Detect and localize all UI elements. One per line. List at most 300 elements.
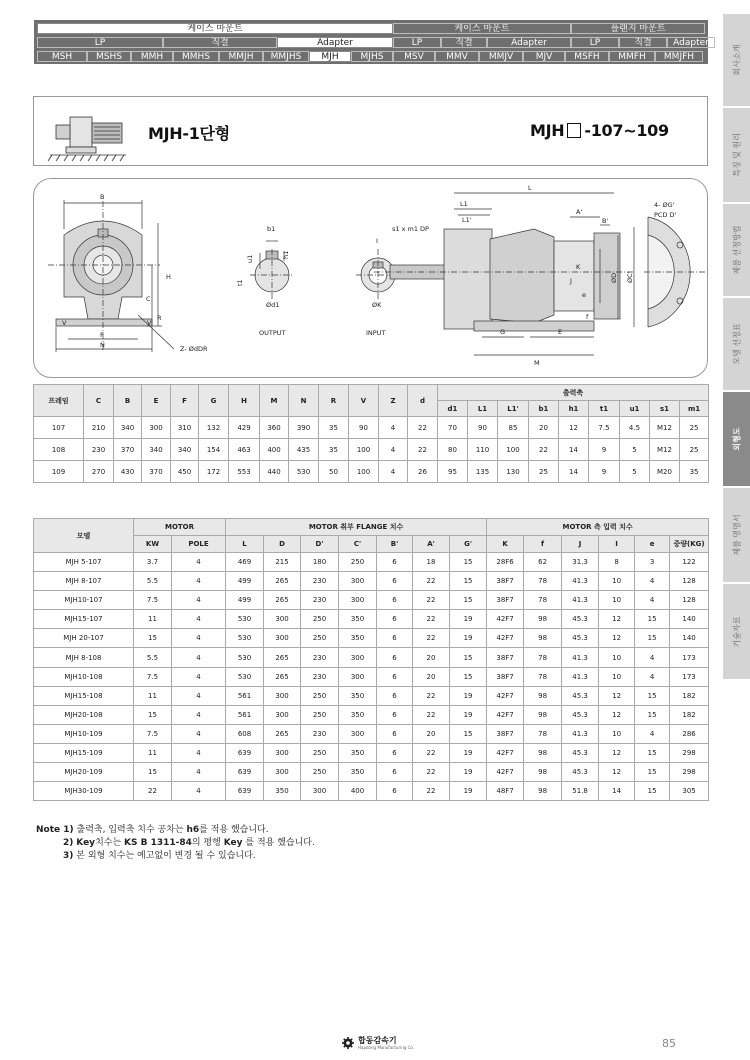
nav-row1-item-1[interactable]: 케이스 마운트	[393, 23, 571, 34]
table-cell: 11	[134, 743, 172, 762]
output-col-7: s1	[650, 401, 680, 417]
sidebar-tab-6[interactable]	[723, 584, 750, 680]
table-cell: 265	[264, 572, 301, 591]
table-cell: 7.5	[134, 724, 172, 743]
table-cell: 20	[413, 648, 450, 667]
motor-dimensions-table	[33, 518, 709, 801]
table-cell: 4	[379, 439, 408, 461]
table-cell: 230	[301, 648, 339, 667]
table-cell: 26	[408, 461, 438, 483]
table-cell: 286	[670, 724, 709, 743]
nav-row3-item-3[interactable]: MMHS	[173, 51, 219, 62]
table-cell: 15	[134, 629, 172, 648]
sidebar-tab-label: 모델 선정표	[732, 323, 741, 365]
nav-row3-item-7[interactable]: MJHS	[351, 51, 393, 62]
nav-row2-item-6[interactable]: LP	[571, 37, 619, 48]
table-cell: 530	[226, 610, 264, 629]
table-cell: 41.3	[562, 591, 599, 610]
table-cell: 98	[524, 629, 562, 648]
table-cell: 45.3	[562, 686, 599, 705]
table-cell: 38F7	[487, 572, 524, 591]
table-cell: 10	[599, 572, 635, 591]
dim-D: ØD	[610, 272, 618, 283]
nav-row1-item-2[interactable]: 플랜지 마운트	[571, 23, 705, 34]
table-cell: 78	[524, 591, 562, 610]
nav-row3-item-2[interactable]: MMH	[131, 51, 173, 62]
table-row	[34, 629, 709, 648]
table-cell: 4	[635, 648, 670, 667]
table-cell: 4	[172, 591, 226, 610]
table-cell: 22	[413, 743, 450, 762]
frame-col-3: E	[142, 385, 171, 417]
table-cell: 6	[377, 743, 413, 762]
table-cell: 6	[377, 629, 413, 648]
table-cell: 350	[264, 782, 301, 801]
table-cell: 4	[172, 705, 226, 724]
dim-s1m1: s1 x m1 DP	[392, 225, 429, 233]
table-cell: 22	[529, 439, 559, 461]
nav-row3-item-9[interactable]: MMV	[435, 51, 479, 62]
table-cell: 499	[226, 591, 264, 610]
sidebar-tab-4[interactable]	[723, 392, 750, 487]
note-1: Note 1) 출력축, 입력축 치수 공차는 h6를 적용 했습니다.	[36, 825, 269, 835]
table-cell: 429	[229, 417, 260, 439]
table-cell: 22	[408, 417, 438, 439]
table-cell: 15	[450, 667, 487, 686]
motor-col-8: G'	[450, 536, 487, 553]
reducer-thumbnail-icon	[44, 99, 134, 167]
table-row	[34, 572, 709, 591]
nav-row3-item-10[interactable]: MMJV	[479, 51, 523, 62]
motor-col-3: D	[264, 536, 301, 553]
table-cell: 350	[339, 743, 377, 762]
table-cell: 350	[339, 686, 377, 705]
nav-row1-item-0[interactable]: 케이스 마운트	[37, 23, 393, 34]
table-cell: 340	[114, 417, 142, 439]
col-model: 모델	[34, 519, 134, 553]
table-cell: 230	[301, 591, 339, 610]
table-cell: 300	[264, 763, 301, 782]
table-cell: 9	[589, 439, 620, 461]
table-cell: 8	[599, 553, 635, 572]
table-cell: 10	[599, 591, 635, 610]
motor-col-10: f	[524, 536, 562, 553]
table-cell: MJH15-109	[34, 743, 134, 762]
table-cell: 6	[377, 686, 413, 705]
table-cell: 18	[413, 553, 450, 572]
table-row	[34, 591, 709, 610]
table-cell: 19	[450, 686, 487, 705]
table-cell: 100	[349, 439, 379, 461]
outline-drawing-box	[33, 178, 708, 378]
nav-row2-item-5[interactable]: Adapter	[487, 37, 571, 48]
dim-u1: u1	[246, 254, 254, 263]
table-cell: 132	[199, 417, 229, 439]
table-cell: 440	[260, 461, 289, 483]
col-input: MOTOR 측 입력 치수	[487, 519, 709, 536]
table-cell: 210	[84, 417, 114, 439]
nav-row3-item-4[interactable]: MMJH	[219, 51, 263, 62]
table-cell: 25	[529, 461, 559, 483]
dim-d1: Ød1	[266, 301, 280, 309]
table-cell: 15	[635, 629, 670, 648]
table-cell: 22	[413, 591, 450, 610]
table-cell: 463	[229, 439, 260, 461]
table-cell: 42F7	[487, 610, 524, 629]
series-nav	[34, 20, 708, 64]
table-row	[34, 743, 709, 762]
table-cell: 265	[264, 667, 301, 686]
table-cell: 42F7	[487, 629, 524, 648]
table-cell: 250	[301, 743, 339, 762]
front-view	[48, 200, 174, 352]
frame-col-1: C	[84, 385, 114, 417]
nav-row3-item-0[interactable]: MSH	[37, 51, 87, 62]
table-cell: 15	[134, 705, 172, 724]
table-cell: 41.3	[562, 648, 599, 667]
company-logo	[342, 1036, 414, 1050]
table-cell: 298	[670, 763, 709, 782]
nav-row2-item-0[interactable]: LP	[37, 37, 163, 48]
dim-V-right: V	[147, 319, 152, 327]
nav-row-model	[37, 51, 703, 62]
table-cell: 6	[377, 705, 413, 724]
table-cell: 499	[226, 572, 264, 591]
motor-col-7: A'	[413, 536, 450, 553]
dim-b1: b1	[267, 225, 276, 233]
table-cell: 140	[670, 610, 709, 629]
table-cell: 469	[226, 553, 264, 572]
table-cell: 14	[599, 782, 635, 801]
frame-col-5: G	[199, 385, 229, 417]
table-cell: 3.7	[134, 553, 172, 572]
table-cell: 173	[670, 648, 709, 667]
dim-Bp: B'	[602, 217, 609, 225]
table-cell: 4	[172, 553, 226, 572]
table-cell: 45.3	[562, 629, 599, 648]
output-col-1: L1	[468, 401, 498, 417]
motor-col-5: C'	[339, 536, 377, 553]
table-cell: 300	[142, 417, 171, 439]
table-cell: 14	[559, 439, 589, 461]
table-cell: MJH15-108	[34, 686, 134, 705]
motor-col-12: I	[599, 536, 635, 553]
table-cell: 107	[34, 417, 84, 439]
output-col-6: u1	[620, 401, 650, 417]
sidebar-tab-0[interactable]	[723, 14, 750, 107]
output-shaft-header: 출력축	[438, 385, 709, 401]
table-cell: 31.3	[562, 553, 599, 572]
table-cell: 42F7	[487, 705, 524, 724]
table-row	[34, 763, 709, 782]
outline-drawing	[34, 179, 707, 377]
table-cell: MJH10-109	[34, 724, 134, 743]
col-flange: MOTOR 취부 FLANGE 치수	[226, 519, 487, 536]
table-cell: 41.3	[562, 572, 599, 591]
table-cell: 230	[84, 439, 114, 461]
table-cell: 62	[524, 553, 562, 572]
frame-table-header	[34, 385, 709, 401]
frame-col-6: H	[229, 385, 260, 417]
table-cell: 4	[172, 610, 226, 629]
nav-row3-item-6[interactable]: MJH	[309, 51, 351, 62]
dim-Gp: 4- ØG'	[654, 201, 675, 209]
nav-row3-item-11[interactable]: MJV	[523, 51, 565, 62]
dim-I: I	[376, 237, 378, 245]
table-cell: 19	[450, 743, 487, 762]
nav-row3-item-1[interactable]: MSHS	[87, 51, 131, 62]
table-cell: 265	[264, 648, 301, 667]
dim-V-left: V	[62, 319, 67, 327]
table-cell: 48F7	[487, 782, 524, 801]
table-cell: 10	[599, 724, 635, 743]
table-cell: 300	[339, 724, 377, 743]
table-cell: 561	[226, 705, 264, 724]
table-cell: 15	[450, 724, 487, 743]
table-cell: 50	[319, 461, 349, 483]
table-cell: 4	[635, 591, 670, 610]
company-name: 합동감속기	[358, 1036, 397, 1045]
table-cell: 7.5	[589, 417, 620, 439]
table-cell: 639	[226, 763, 264, 782]
table-cell: 215	[264, 553, 301, 572]
output-col-8: m1	[680, 401, 709, 417]
table-cell: 35	[680, 461, 709, 483]
dim-K: ØK	[372, 301, 382, 309]
table-cell: 15	[134, 763, 172, 782]
frame-col-4: F	[171, 385, 199, 417]
table-cell: M12	[650, 439, 680, 461]
table-cell: 450	[171, 461, 199, 483]
motor-col-9: K	[487, 536, 524, 553]
table-cell: 250	[339, 553, 377, 572]
frame-col-2: B	[114, 385, 142, 417]
table-cell: 4	[172, 724, 226, 743]
input-label: INPUT	[366, 329, 386, 337]
table-cell: MJH20-109	[34, 763, 134, 782]
table-row	[34, 610, 709, 629]
table-cell: 20	[413, 667, 450, 686]
table-cell: 300	[339, 572, 377, 591]
table-cell: 300	[339, 648, 377, 667]
nav-row-mount	[37, 23, 705, 34]
table-cell: 608	[226, 724, 264, 743]
frame-dimensions-table	[33, 384, 709, 483]
table-cell: 5	[620, 461, 650, 483]
table-cell: 300	[264, 610, 301, 629]
table-cell: 15	[635, 763, 670, 782]
col-motor: MOTOR	[134, 519, 226, 536]
table-row	[34, 417, 709, 439]
frame-col-7: M	[260, 385, 289, 417]
nav-row3-item-12[interactable]: MSFH	[565, 51, 609, 62]
table-row	[34, 686, 709, 705]
table-cell: 7.5	[134, 591, 172, 610]
table-cell: 172	[199, 461, 229, 483]
table-cell: 42F7	[487, 763, 524, 782]
table-cell: 22	[413, 629, 450, 648]
table-cell: 4.5	[620, 417, 650, 439]
table-cell: 41.3	[562, 724, 599, 743]
table-cell: 98	[524, 743, 562, 762]
table-cell: MJH 20-107	[34, 629, 134, 648]
table-cell: 4	[172, 572, 226, 591]
table-cell: MJH15-107	[34, 610, 134, 629]
table-cell: 98	[524, 763, 562, 782]
table-cell: 78	[524, 648, 562, 667]
table-cell: 35	[319, 417, 349, 439]
table-cell: 80	[438, 439, 468, 461]
motor-col-14: 중량(KG)	[670, 536, 709, 553]
table-cell: 173	[670, 667, 709, 686]
nav-row2-item-7[interactable]: 직결	[619, 37, 667, 48]
table-cell: 78	[524, 667, 562, 686]
table-cell: 350	[339, 629, 377, 648]
model-code-suffix: -107~109	[584, 121, 669, 140]
table-cell: 22	[413, 763, 450, 782]
table-cell: 110	[468, 439, 498, 461]
table-cell: 11	[134, 610, 172, 629]
table-cell: 340	[171, 439, 199, 461]
dim-e: e	[582, 291, 586, 299]
sidebar-tab-label: 회사소개	[732, 44, 741, 76]
table-cell: 3	[635, 553, 670, 572]
table-cell: M12	[650, 417, 680, 439]
table-cell: 128	[670, 591, 709, 610]
table-cell: 15	[450, 572, 487, 591]
dim-C: C	[146, 295, 151, 303]
frame-col-8: N	[289, 385, 319, 417]
sidebar-tab-2[interactable]	[723, 204, 750, 297]
table-cell: 6	[377, 648, 413, 667]
table-cell: 300	[264, 629, 301, 648]
table-cell: 553	[229, 461, 260, 483]
motor-col-2: L	[226, 536, 264, 553]
table-cell: 22	[413, 572, 450, 591]
dim-J: J	[570, 277, 572, 285]
table-cell: 98	[524, 686, 562, 705]
table-cell: MJH30-109	[34, 782, 134, 801]
table-cell: 12	[599, 686, 635, 705]
table-cell: 95	[438, 461, 468, 483]
nav-row3-item-8[interactable]: MSV	[393, 51, 435, 62]
table-cell: 19	[450, 629, 487, 648]
sidebar-tab-5[interactable]	[723, 488, 750, 583]
nav-row3-item-5[interactable]: MMJHS	[263, 51, 309, 62]
sidebar-tab-label: 제품 명명서	[732, 514, 741, 556]
table-cell: 530	[289, 461, 319, 483]
table-cell: 639	[226, 743, 264, 762]
nav-row2-item-1[interactable]: 직결	[163, 37, 277, 48]
table-cell: 98	[524, 610, 562, 629]
motor-col-1: POLE	[172, 536, 226, 553]
output-col-4: h1	[559, 401, 589, 417]
table-cell: 12	[599, 610, 635, 629]
table-cell: 7.5	[134, 667, 172, 686]
nav-row2-item-8[interactable]: Adapter	[667, 37, 715, 48]
table-cell: 300	[264, 743, 301, 762]
table-cell: 20	[413, 724, 450, 743]
table-row	[34, 648, 709, 667]
gear-logo-icon	[342, 1037, 354, 1049]
nav-row3-item-14[interactable]: MMJFH	[655, 51, 703, 62]
frame-col-11: Z	[379, 385, 408, 417]
table-cell: 530	[226, 629, 264, 648]
sidebar-tab-3[interactable]	[723, 298, 750, 391]
sidebar-tab-1[interactable]	[723, 108, 750, 203]
page-title: MJH-1단형	[148, 124, 230, 143]
output-col-5: t1	[589, 401, 620, 417]
table-cell: 300	[339, 591, 377, 610]
sidebar-tab-label: 특징 및 원리	[732, 133, 741, 177]
table-cell: 5.5	[134, 572, 172, 591]
nav-row3-item-13[interactable]: MMFH	[609, 51, 655, 62]
table-cell: 4	[172, 667, 226, 686]
table-cell: 230	[301, 667, 339, 686]
table-cell: 4	[172, 648, 226, 667]
table-cell: 182	[670, 686, 709, 705]
dim-G: G	[500, 328, 506, 336]
table-cell: 85	[498, 417, 529, 439]
note-3: 3) 본 외형 치수는 예고없이 변경 될 수 있습니다.	[63, 851, 256, 861]
nav-row2-item-4[interactable]: 직결	[441, 37, 487, 48]
sidebar-tab-label: 외형도	[732, 427, 741, 451]
table-cell: 100	[498, 439, 529, 461]
table-cell: 340	[142, 439, 171, 461]
dim-H: H	[166, 273, 171, 281]
table-cell: 22	[413, 610, 450, 629]
table-cell: 108	[34, 439, 84, 461]
dim-N: N	[100, 341, 105, 349]
table-cell: 12	[599, 763, 635, 782]
motor-col-0: KW	[134, 536, 172, 553]
table-cell: 12	[599, 629, 635, 648]
notes	[36, 824, 315, 863]
table-cell: 4	[635, 667, 670, 686]
table-cell: 4	[379, 417, 408, 439]
table-cell: 22	[413, 782, 450, 801]
table-cell: 130	[498, 461, 529, 483]
table-cell: 15	[450, 553, 487, 572]
table-cell: M20	[650, 461, 680, 483]
table-cell: 390	[289, 417, 319, 439]
nav-row2-item-3[interactable]: LP	[393, 37, 441, 48]
table-cell: 430	[114, 461, 142, 483]
table-cell: 182	[670, 705, 709, 724]
table-cell: 350	[339, 610, 377, 629]
table-row	[34, 553, 709, 572]
table-cell: 265	[264, 724, 301, 743]
table-cell: 180	[301, 553, 339, 572]
frame-col-12: d	[408, 385, 438, 417]
table-cell: 140	[670, 629, 709, 648]
table-row	[34, 439, 709, 461]
table-cell: 350	[339, 763, 377, 782]
table-cell: 230	[301, 572, 339, 591]
motor-table-header	[34, 519, 709, 536]
nav-row-type	[37, 37, 715, 48]
table-cell: 22	[413, 705, 450, 724]
dim-t1: t1	[236, 279, 244, 286]
table-cell: 250	[301, 705, 339, 724]
table-cell: 530	[226, 667, 264, 686]
table-cell: 45.3	[562, 763, 599, 782]
sidebar-tab-label: 제품 선정방법	[732, 225, 741, 275]
table-row	[34, 667, 709, 686]
table-cell: 639	[226, 782, 264, 801]
motor-col-4: D'	[301, 536, 339, 553]
nav-row2-item-2[interactable]: Adapter	[277, 37, 393, 48]
